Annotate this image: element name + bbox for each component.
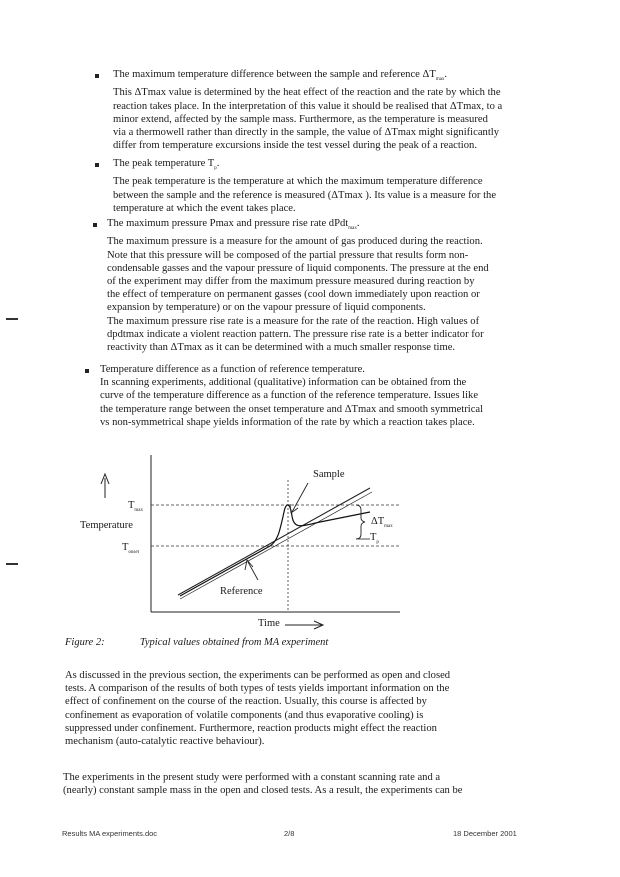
bullet-line: minor extend, affected by the sample mass. Furthermore, as the temperature is measured [113, 113, 488, 125]
figure-number: Figure 2: [65, 637, 105, 648]
bullet-marker [95, 163, 99, 167]
reference-label: Reference [220, 586, 263, 597]
footer-date: 18 December 2001 [453, 829, 517, 838]
bullet-line: Note that this pressure will be composed of the partial pressure that results form non- [107, 249, 469, 261]
time-label: Time [258, 618, 280, 629]
temperature-label: Temperature [80, 520, 133, 531]
bullet-marker [95, 74, 99, 78]
footer-filename: Results MA experiments.doc [62, 829, 158, 838]
bullet-line: the effect of temperature on permanent gasses (cool down immediately upon reaction or [107, 289, 480, 301]
bullet-line: between the sample and the reference is measured (ΔTmax ). Its value is a measure for the [113, 189, 497, 201]
bullet-line: reactivity than ΔTmax as it can be determined with a much smaller response time. [107, 341, 456, 353]
paragraph-line: The experiments in the present study were performed with a constant scanning rate and a [63, 772, 441, 783]
reference-line-shadow [180, 492, 372, 599]
tonset-label: $T_{onset}$ [122, 542, 139, 556]
scan-mark [6, 563, 18, 565]
bullet-heading: The maximum pressure Pmax and pressure rise rate dPdt$_{max}$. [107, 218, 360, 232]
bullet-line: the temperature range between the onset temperature and ΔTmax and smooth symmetrical [100, 403, 484, 415]
paragraph-line: (nearly) constant sample mass in the open and closed tests. As a result, the experiments can be [63, 785, 463, 797]
paragraph-line: confinement as evaporation of volatile components (and thus evaporative cooling) is [65, 709, 424, 721]
bullet-line: This ΔTmax value is determined by the heat effect of the reaction and the rate by which the [113, 87, 501, 99]
bullet-line: differ from temperature excursions inside the test vessel during the peak of a reaction. [113, 140, 477, 152]
bullet-marker [85, 369, 89, 373]
bullet-line: reaction takes place. In the interpretation of this value it should be realised that ΔTmax, to a [113, 100, 503, 112]
reference-pointer [248, 562, 258, 580]
bullet-line: vs non-symmetrical shape yields information of the rate by which a reaction takes place. [100, 416, 475, 428]
tp-label: $T_p$ [370, 532, 379, 546]
delta-t-brace [356, 505, 365, 539]
figure-caption [65, 637, 328, 648]
bullet-marker [93, 223, 97, 227]
paragraph-line: effect of confinement on the course of the reaction. Usually, this course is affected by [65, 696, 427, 708]
bullet-line: dpdtmax indicate a violent reaction pattern. The pressure rise rate is a better indicator for [107, 328, 484, 340]
paragraph-confinement [65, 669, 515, 748]
bullet-line: temperature at which the event takes place. [113, 202, 296, 214]
bullet-item-temperature-difference [100, 363, 525, 429]
scan-mark [6, 318, 18, 320]
bullet-item-max-pressure [107, 217, 527, 354]
footer-page-number: 2/8 [284, 829, 295, 838]
paragraph-line: tests. A comparison of the results of both types of tests yields important information on the [65, 683, 450, 695]
bullet-line: expansion by temperature) or on the vapour pressure of liquid components. [107, 302, 426, 314]
bullet-item-delta-tmax [113, 68, 533, 152]
figure-caption-text: Typical values obtained from MA experiment [139, 637, 329, 648]
paragraph-line: mechanism (auto-catalytic reactive behaviour). [65, 736, 265, 748]
bullet-heading: The maximum temperature difference between the sample and reference $\Delta T_{max}$. [113, 69, 448, 83]
bullet-heading: Temperature difference as a function of reference temperature. [100, 364, 365, 375]
bullet-line: of the experiment may differ from the maximum pressure measured during reaction by [107, 275, 475, 287]
bullet-line: The peak temperature is the temperature at which the maximum temperature difference [113, 176, 483, 188]
figure-typical-values [70, 450, 470, 635]
bullet-line: curve of the temperature difference as a function of the reference temperature. Issues like [100, 390, 479, 402]
bullet-line: The maximum pressure is a measure for the amount of gas produced during the reaction. [107, 236, 483, 248]
bullet-line: condensable gasses and the vapour pressure of liquid components. The pressure at the end [107, 262, 489, 274]
bullet-line: In scanning experiments, additional (qualitative) information can be obtained from the [100, 377, 467, 389]
bullet-line: via a thermowell rather than directly in the sample, the value of ΔTmax might significantly [113, 126, 500, 138]
sample-pointer [292, 483, 308, 512]
paragraph-experiments [63, 771, 518, 797]
paragraph-line: As discussed in the previous section, the experiments can be performed as open and closed [65, 670, 451, 681]
sample-label: Sample [313, 469, 345, 480]
tmax-label: $T_{max}$ [128, 500, 144, 514]
delta-tmax-label: $\Delta T_{max}$ [371, 516, 393, 530]
bullet-line: The maximum pressure rise rate is a measure for the rate of the reaction. High values of [107, 315, 480, 327]
bullet-item-peak-temperature [113, 157, 533, 215]
paragraph-line: suppressed under confinement. Furthermore, reaction products might effect the reaction [65, 722, 437, 734]
bullet-heading: The peak temperature $T_p$. [113, 158, 220, 172]
sample-curve [180, 505, 370, 596]
